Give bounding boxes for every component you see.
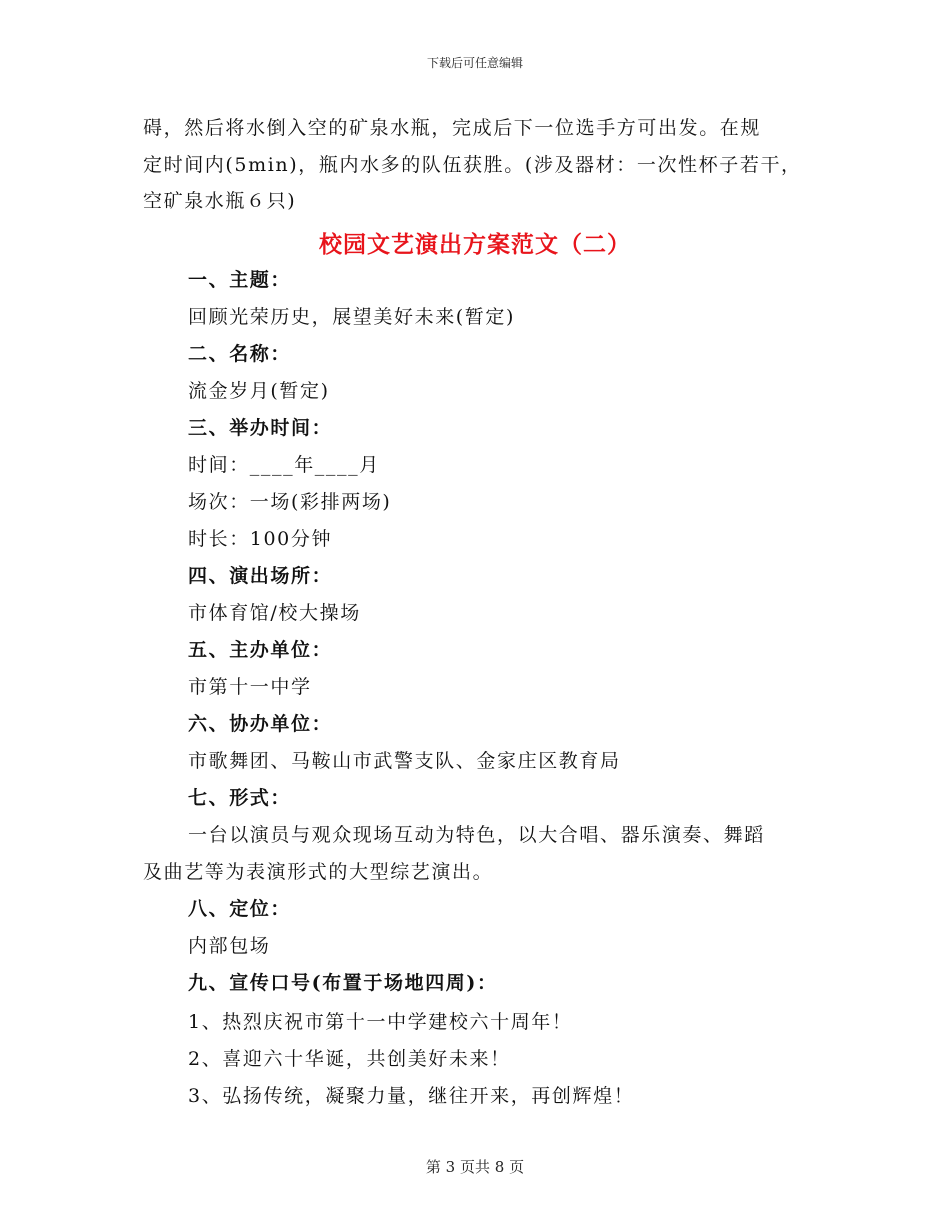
heading-slogans: 九、宣传口号(布置于场地四周)： [188,972,498,994]
heading-time: 三、举办时间： [188,417,333,439]
page-footer: 第 3 页共 8 页 [425,1158,525,1176]
slogan-item-2: 2、喜迎六十华诞，共创美好未来！ [188,1048,511,1070]
text-name: 流金岁月(暂定) [188,380,330,402]
text-positioning: 内部包场 [188,935,271,957]
heading-name: 二、名称： [188,343,292,365]
heading-positioning: 八、定位： [188,898,292,920]
intro-line-2: 定时间内(5min)，瓶内水多的队伍获胜。(涉及器材：一次性杯子若干， [143,154,802,176]
text-co-organizer: 市歌舞团、马鞍山市武警支队、金家庄区教育局 [188,750,621,772]
heading-co-organizer: 六、协办单位： [188,713,333,735]
heading-theme: 一、主题： [188,269,292,291]
intro-line-3: 空矿泉水瓶６只) [143,190,297,212]
text-time: 时间：____年____月 [188,454,380,476]
section-title: 校园文艺演出方案范文（二） [319,231,631,258]
heading-venue: 四、演出场所： [188,565,333,587]
text-organizer: 市第十一中学 [188,676,312,698]
text-format-line-1: 一台以演员与观众现场互动为特色，以大合唱、器乐演奏、舞蹈 [188,824,765,846]
slogan-item-1: 1、热烈庆祝市第十一中学建校六十周年！ [188,1011,573,1033]
text-duration: 时长：100分钟 [188,528,333,550]
intro-line-1: 碍，然后将水倒入空的矿泉水瓶，完成后下一位选手方可出发。在规 [143,117,762,139]
text-sessions: 场次：一场(彩排两场) [188,491,392,513]
heading-organizer: 五、主办单位： [188,639,333,661]
slogan-item-3: 3、弘扬传统，凝聚力量，继往开来，再创辉煌！ [188,1085,635,1107]
text-venue: 市体育馆/校大操场 [188,602,361,624]
heading-format: 七、形式： [188,787,292,809]
text-format-line-2: 及曲艺等为表演形式的大型综艺演出。 [143,861,494,883]
page-header: 下载后可任意编辑 [426,56,523,70]
text-theme: 回顾光荣历史，展望美好未来(暂定) [188,306,516,328]
